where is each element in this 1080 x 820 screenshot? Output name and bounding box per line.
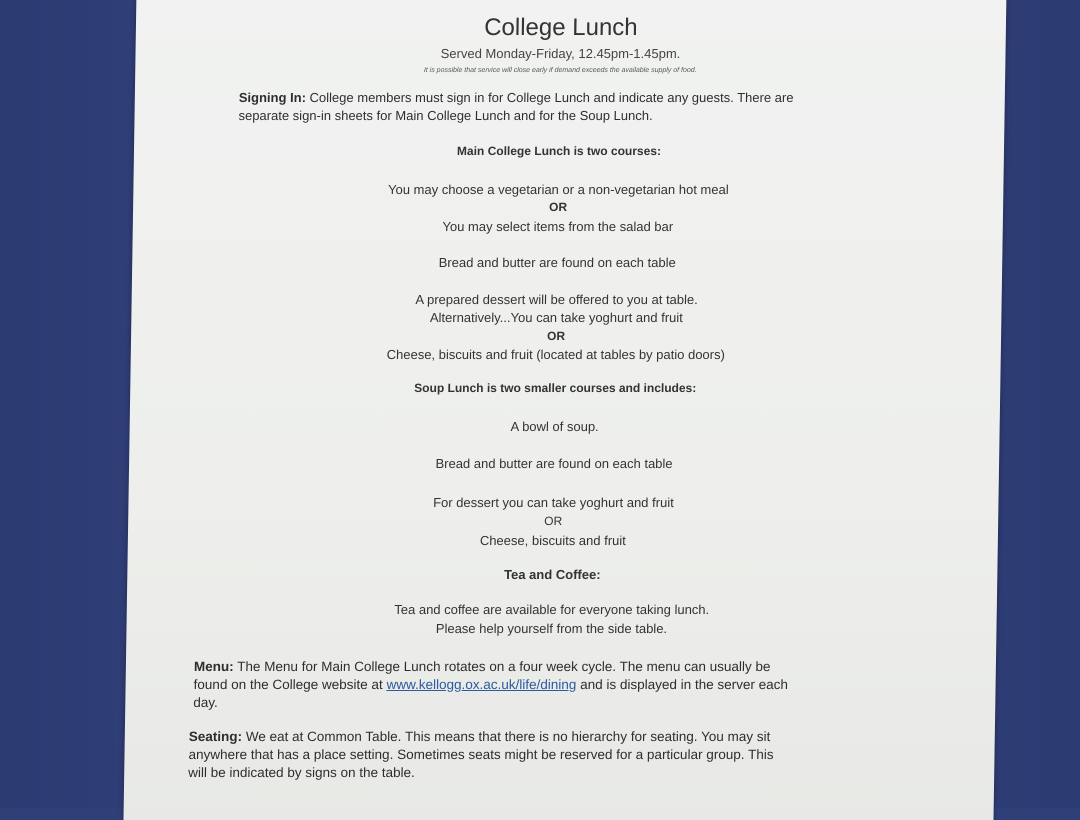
menu-text-2a: found on the College website at xyxy=(193,677,383,692)
seating-paragraph xyxy=(188,728,919,782)
main-lunch-heading: Main College Lunch is two courses: xyxy=(456,144,662,158)
soup-lunch-line-4: Cheese, biscuits and fruit xyxy=(479,533,626,548)
tea-coffee-heading: Tea and Coffee: xyxy=(503,567,601,582)
main-lunch-line-2: You may select items from the salad bar xyxy=(442,219,674,234)
page-title: College Lunch xyxy=(483,14,638,41)
main-lunch-line-4: A prepared dessert will be offered to you at table. xyxy=(415,292,698,307)
main-lunch-or-1: OR xyxy=(549,200,568,214)
soup-lunch-line-1: A bowl of soup. xyxy=(510,419,599,434)
service-note: It is possible that service will close early if demand exceeds the available supply of food. xyxy=(423,67,697,74)
main-lunch-line-6: Cheese, biscuits and fruit (located at tables by patio doors) xyxy=(386,347,726,362)
soup-lunch-heading: Soup Lunch is two smaller courses and includes: xyxy=(414,381,697,395)
dining-website-link[interactable]: www.kellogg.ox.ac.uk/life/dining xyxy=(386,677,577,692)
signing-in-text-1: College members must sign in for College Lunch and indicate any guests. There are xyxy=(309,90,794,105)
lunch-notice-sheet xyxy=(123,0,1006,820)
menu-text-2b: and is displayed in the server each xyxy=(580,677,789,692)
signing-in-text-2: separate sign-in sheets for Main College Lunch and for the Soup Lunch. xyxy=(238,108,653,123)
menu-text-3: day. xyxy=(193,695,218,710)
seating-text-2: anywhere that has a place setting. Sometimes seats might be reserved for a particular group. This xyxy=(188,747,774,762)
seating-label: Seating: xyxy=(188,729,243,744)
main-lunch-line-3: Bread and butter are found on each table xyxy=(438,255,676,270)
served-hours: Served Monday-Friday, 12.45pm-1.45pm. xyxy=(440,46,681,61)
signing-in-label: Signing In: xyxy=(238,90,307,105)
menu-text-1: The Menu for Main College Lunch rotates on a four week cycle. The menu can usually be xyxy=(237,659,771,674)
soup-lunch-line-2: Bread and butter are found on each table xyxy=(435,456,673,471)
main-lunch-line-5: Alternatively...You can take yoghurt and fruit xyxy=(429,310,683,325)
seating-text-1: We eat at Common Table. This means that there is no hierarchy for seating. You may sit xyxy=(245,729,771,744)
seating-text-3: will be indicated by signs on the table. xyxy=(188,765,415,780)
signing-in-paragraph xyxy=(238,89,879,125)
menu-paragraph xyxy=(193,658,914,712)
main-lunch-line-1: You may choose a vegetarian or a non-vegetarian hot meal xyxy=(387,182,729,197)
tea-coffee-line-1: Tea and coffee are available for everyone taking lunch. xyxy=(394,602,710,617)
soup-lunch-or: OR xyxy=(544,514,563,528)
tea-coffee-line-2: Please help yourself from the side table. xyxy=(435,621,668,636)
menu-label: Menu: xyxy=(193,659,234,674)
main-lunch-or-2: OR xyxy=(546,329,566,343)
soup-lunch-line-3: For dessert you can take yoghurt and fruit xyxy=(433,495,674,510)
